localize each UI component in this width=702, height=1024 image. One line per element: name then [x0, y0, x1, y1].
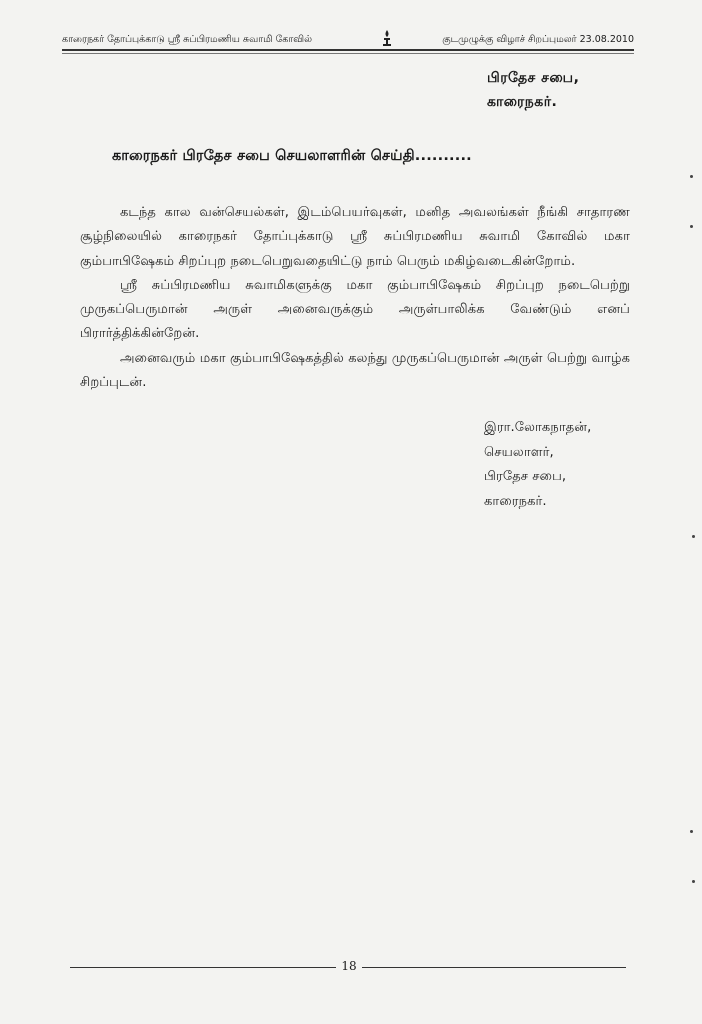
scan-speck: [690, 830, 693, 833]
message-body: [80, 201, 630, 395]
scan-speck: [692, 880, 695, 883]
signatory-org: பிரதேச சபை,: [484, 469, 567, 484]
header-left-text: காரைநகர் தோப்புக்காடு ஸ்ரீ சுப்பிரமணிய சுவாமி கோவில்: [62, 34, 313, 45]
footer-rule-right: [362, 967, 626, 968]
address-line-1: பிரதேச சபை,: [487, 70, 580, 86]
signature-block: [484, 416, 591, 514]
paragraph: ஸ்ரீ சுப்பிரமணிய சுவாமிகளுக்கு மகா கும்பாபிஷேகம் சிறப்புற நடைபெற்று முருகப்பெருமான் அருள் அனைவருக்கும் அருள்பாலிக்க வேண்டும் எனப் பிரார்த்திக்கின்றேன்.: [80, 277, 630, 342]
footer-rule-left: [70, 967, 336, 968]
header-rule: [62, 49, 634, 51]
signatory-role: செயலாளர்,: [484, 444, 554, 460]
paragraph: கடந்த கால வன்செயல்கள், இடம்பெயர்வுகள், மனித அவலங்கள் நீங்கி சாதாரண சூழ்நிலையில் காரைநகர் தோப்புக்காடு ஸ்ரீ சுப்பிரமணிய சுவாமி கோவில் மகா கும்பாபிஷேகம் சிறப்புற நடைபெறுவதையிட்டு நாம் பெரும் மகிழ்வடைகின்றோம்.: [80, 205, 630, 269]
header-rule-thin: [62, 53, 634, 54]
header-right-text: குடமுழுக்கு விழாச் சிறப்புமலர் 23.08.2010: [442, 34, 634, 45]
lamp-icon: [382, 30, 392, 49]
signatory-place: காரைநகர்.: [484, 493, 547, 509]
scan-speck: [690, 175, 693, 178]
paragraph: அனைவரும் மகா கும்பாபிஷேகத்தில் கலந்து முருகப்பெருமான் அருள் பெற்று வாழ்க சிறப்புடன்.: [80, 350, 630, 391]
page-number: 18: [341, 959, 357, 973]
address-line-2: காரைநகர்.: [487, 94, 558, 110]
message-title: காரைநகர் பிரதேச சபை செயலாளரின் செய்தி..........: [112, 148, 472, 164]
signatory-name: இரா.லோகநாதன்,: [484, 420, 592, 435]
scan-speck: [690, 225, 693, 228]
sender-address: [487, 66, 579, 114]
scan-speck: [692, 535, 695, 538]
